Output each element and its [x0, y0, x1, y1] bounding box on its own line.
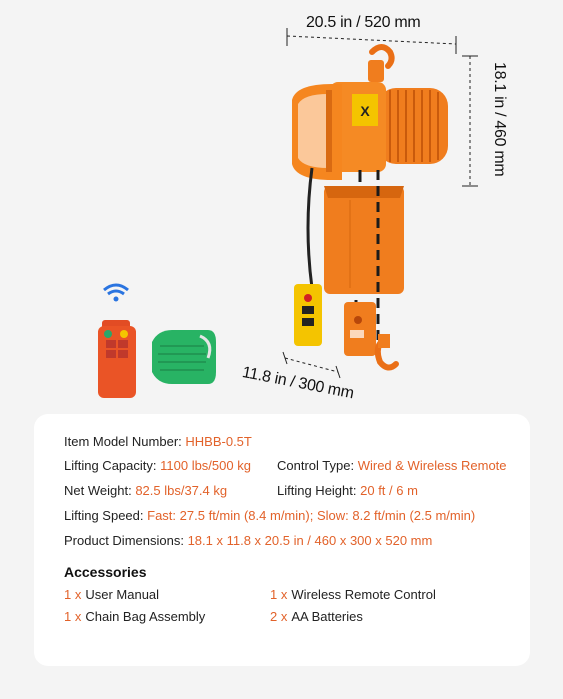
lifting-strap [152, 330, 216, 384]
accessory-item [64, 609, 205, 624]
accessory-qty: 2 x [270, 609, 288, 624]
spec-capacity-label: Lifting Capacity: [64, 458, 157, 473]
spec-speed [64, 508, 475, 524]
accessory-name: Chain Bag Assembly [85, 609, 206, 624]
spec-dimensions-value: 18.1 x 11.8 x 20.5 in / 460 x 300 x 520 mm [187, 533, 433, 548]
chain-bag [324, 186, 404, 294]
spec-speed-slow-label: Slow: [316, 508, 349, 523]
accessory-name: Wireless Remote Control [291, 587, 436, 602]
spec-speed-fast-label: Fast: [147, 508, 177, 523]
accessory-qty: 1 x [270, 587, 288, 602]
spec-speed-label: Lifting Speed: [64, 508, 144, 523]
accessory-qty: 1 x [64, 609, 82, 624]
spec-height-label: Lifting Height: [277, 483, 357, 498]
spec-model-value: HHBB-0.5T [185, 434, 252, 449]
accessory-item [64, 587, 159, 602]
width-dimension-label: 20.5 in / 520 mm [306, 14, 421, 31]
accessory-item [270, 609, 363, 624]
spec-height [277, 483, 418, 499]
accessory-name: AA Batteries [291, 609, 363, 624]
height-dimension-label: 18.1 in / 460 mm [491, 62, 508, 177]
spec-capacity [64, 458, 251, 474]
spec-weight-label: Net Weight: [64, 483, 132, 498]
spec-capacity-value: 1100 lbs/500 kg [160, 458, 251, 473]
accessories-title: Accessories [64, 564, 147, 580]
hoist-body [292, 82, 448, 180]
spec-dimensions [64, 533, 432, 549]
accessory-qty: 1 x [64, 587, 82, 602]
spec-weight-value: 82.5 lbs/37.4 kg [135, 483, 228, 498]
spec-height-value: 20 ft / 6 m [360, 483, 418, 498]
depth-dimension-label: 11.8 in / 300 mm [240, 364, 356, 403]
top-hook [368, 47, 392, 82]
spec-control [277, 458, 507, 474]
pendant-control [294, 168, 322, 346]
accessory-name: User Manual [85, 587, 160, 602]
accessory-item [270, 587, 436, 602]
spec-card [34, 414, 530, 666]
bottom-hook [344, 302, 396, 368]
wireless-remote [98, 285, 136, 398]
spec-model [64, 434, 252, 450]
spec-speed-fast-value: 27.5 ft/min (8.4 m/min); [179, 508, 314, 523]
spec-model-label: Item Model Number: [64, 434, 182, 449]
spec-dimensions-label: Product Dimensions: [64, 533, 184, 548]
svg-text:X: X [360, 103, 370, 119]
spec-speed-slow-value: 8.2 ft/min (2.5 m/min) [352, 508, 476, 523]
spec-control-label: Control Type: [277, 458, 355, 473]
spec-control-value: Wired & Wireless Remote [357, 458, 507, 473]
spec-weight [64, 483, 227, 499]
